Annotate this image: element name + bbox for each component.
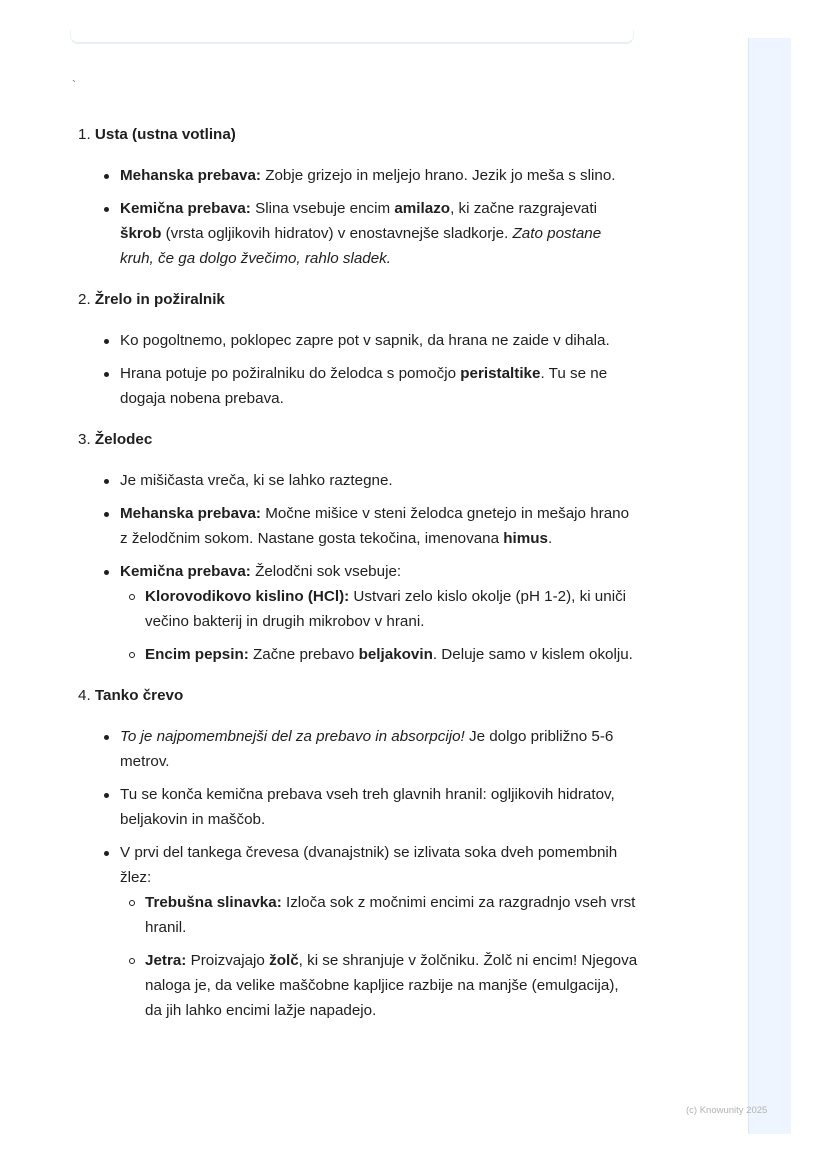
text-segment: V prvi del tankega črevesa (dvanajstnik) se izlivata soka dveh pomembnih žlez: xyxy=(120,844,618,886)
list-item-text xyxy=(120,328,638,353)
bold-text: Jetra: xyxy=(145,952,187,969)
text-segment: Je mišičasta vreča, ki se lahko raztegne. xyxy=(120,472,393,489)
section-heading xyxy=(78,122,638,147)
text-segment: Slina vsebuje encim xyxy=(250,200,395,217)
text-segment: Je dolgo približno 5-6 metrov. xyxy=(120,728,614,770)
text-segment: . Deluje samo v kislem okolju. xyxy=(432,646,633,663)
list-item xyxy=(78,196,638,271)
list-item-text xyxy=(120,501,638,551)
list-item-text xyxy=(120,361,638,411)
list-item xyxy=(78,501,638,551)
bold-text: himus xyxy=(503,530,548,547)
bullet-list xyxy=(78,724,638,1023)
text-segment: . xyxy=(548,530,553,547)
text-segment: Ustvari zelo kislo okolje (pH 1-2), ki uniči večino bakterij in drugih mikrobov v hrani. xyxy=(145,588,627,630)
section-title: Želodec xyxy=(94,431,153,448)
list-item-text xyxy=(120,196,638,271)
section-title: Žrelo in požiralnik xyxy=(94,291,225,308)
bold-text: Mehanska prebava: xyxy=(120,505,261,522)
top-card-edge xyxy=(70,30,634,44)
text-segment: Proizvajajo xyxy=(186,952,270,969)
list-item-text xyxy=(120,468,638,493)
sub-list-item xyxy=(120,948,638,1023)
text-segment: (vrsta ogljikovih hidratov) v enostavnejše sladkorje. xyxy=(161,225,513,242)
section-number: 1. xyxy=(78,126,91,143)
text-segment: Ko pogoltnemo, poklopec zapre pot v sapnik, da hrana ne zaide v dihala. xyxy=(120,332,610,349)
section-number: 2. xyxy=(78,291,91,308)
text-segment: Zobje grizejo in meljejo hrano. Jezik jo meša s slino. xyxy=(260,167,616,184)
list-item xyxy=(78,782,638,832)
section-heading xyxy=(78,683,638,708)
section-title: Usta (ustna votlina) xyxy=(94,126,236,143)
bullet-list xyxy=(78,468,638,667)
section-2 xyxy=(78,287,638,411)
list-item xyxy=(78,163,638,188)
section-number: 3. xyxy=(78,431,91,448)
list-item xyxy=(78,328,638,353)
sub-list xyxy=(120,890,638,1023)
document-content xyxy=(78,122,638,1039)
section-1 xyxy=(78,122,638,271)
side-panel xyxy=(748,38,791,1134)
section-title: Tanko črevo xyxy=(94,687,184,704)
bold-text: amilazo xyxy=(394,200,451,217)
text-segment: Izloča sok z močnimi encimi za razgradnjo vseh vrst hranil. xyxy=(145,894,636,936)
text-segment: Začne prebavo xyxy=(248,646,359,663)
section-3 xyxy=(78,427,638,667)
list-item xyxy=(78,361,638,411)
section-heading xyxy=(78,427,638,452)
list-item xyxy=(78,724,638,774)
copyright-footer: (c) Knowunity 2025 xyxy=(686,1105,768,1116)
section-heading xyxy=(78,287,638,312)
bold-text: peristaltike xyxy=(460,365,541,382)
text-segment: Želodčni sok vsebuje: xyxy=(250,563,402,580)
text-segment: , ki začne razgrajevati xyxy=(450,200,597,217)
bold-text: Kemična prebava: xyxy=(120,200,251,217)
text-segment: Hrana potuje po požiralniku do želodca s pomočjo xyxy=(120,365,461,382)
list-item-text xyxy=(120,840,638,890)
list-item-text xyxy=(120,782,638,832)
bullet-list xyxy=(78,328,638,411)
bold-text: žolč xyxy=(269,952,299,969)
sub-list xyxy=(120,584,638,667)
list-item-text xyxy=(120,724,638,774)
text-segment: Tu se konča kemična prebava vseh treh glavnih hranil: ogljikovih hidratov, beljakovin in maščob. xyxy=(120,786,615,828)
sub-list-item xyxy=(120,584,638,634)
bold-text: Klorovodikovo kislino (HCl): xyxy=(145,588,350,605)
bold-text: škrob xyxy=(120,225,162,242)
list-item xyxy=(78,559,638,667)
section-4 xyxy=(78,683,638,1023)
bold-text: Trebušna slinavka: xyxy=(145,894,282,911)
bold-text: beljakovin xyxy=(358,646,433,663)
list-item xyxy=(78,840,638,1023)
italic-text: To je najpomembnejši del za prebavo in absorpcijo! xyxy=(120,728,465,745)
list-item-text xyxy=(120,163,638,188)
italic-text: Zato postane kruh, če ga dolgo žvečimo, rahlo sladek. xyxy=(120,225,602,267)
text-segment: Močne mišice v steni želodca gnetejo in mešajo hrano z želodčnim sokom. Nastane gosta tekočina, imenovana xyxy=(120,505,630,547)
list-item xyxy=(78,468,638,493)
bold-text: Kemična prebava: xyxy=(120,563,251,580)
stray-backtick: ` xyxy=(72,78,76,92)
bold-text: Mehanska prebava: xyxy=(120,167,261,184)
text-segment: , ki se shranjuje v žolčniku. Žolč ni encim! Njegova naloga je, da velike maščobne kapljice razbije na manjše (emulgacija), da jih lahko encimi lažje napadejo. xyxy=(145,952,638,1019)
text-segment: . Tu se ne dogaja nobena prebava. xyxy=(120,365,608,407)
sub-list-item xyxy=(120,890,638,940)
section-number: 4. xyxy=(78,687,91,704)
sub-list-item xyxy=(120,642,638,667)
list-item-text xyxy=(120,559,638,584)
bold-text: Encim pepsin: xyxy=(145,646,249,663)
bullet-list xyxy=(78,163,638,271)
